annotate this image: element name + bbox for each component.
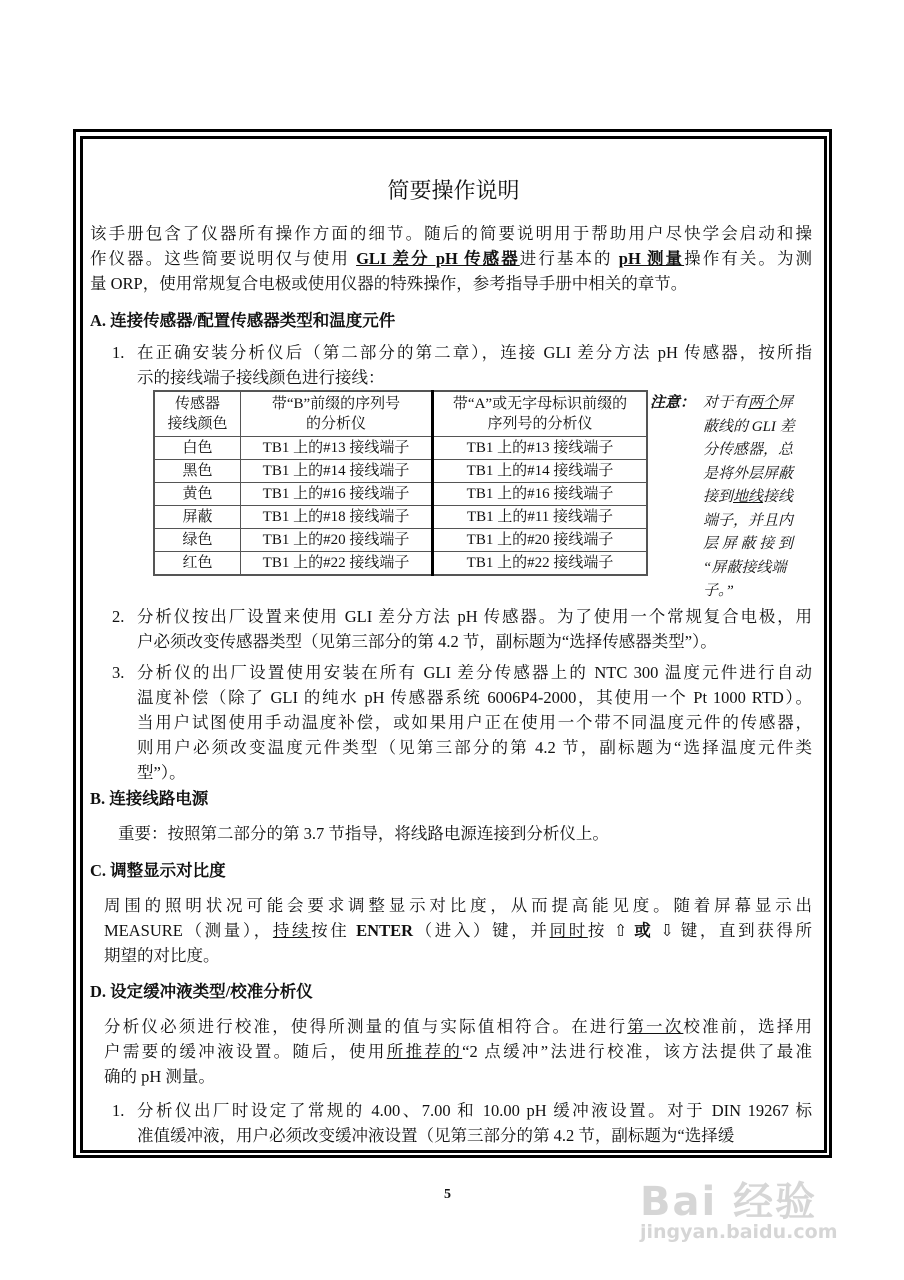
table-cell: TB1 上的#11 接线端子: [433, 506, 648, 529]
text-line: [137, 604, 812, 629]
text-line: [90, 221, 812, 246]
text-segment: 操作有关。为测: [684, 249, 813, 268]
text-segment: 该手册包含了仪器所有操作方面的细节。随后的简要说明用于帮助用户尽快学会启动和操: [90, 224, 812, 243]
text-line: [137, 1098, 812, 1123]
paragraph: [83, 221, 824, 296]
baidu-watermark: [640, 1170, 838, 1243]
text-line: [104, 893, 812, 918]
text-segment: 按 ⇧: [587, 921, 635, 940]
item-number: 3.: [112, 663, 125, 682]
numbered-item: [83, 604, 824, 654]
text-segment: 作仪器。这些简要说明仅与使用: [90, 249, 357, 268]
note-line: 层 屏 蔽 接 到: [703, 536, 794, 552]
text-segment: 则用户必须改变温度元件类型（见第三部分的第 4.2 节，副标题为“选择温度元件类: [137, 738, 812, 757]
watermark-url: jingyan.baidu.com: [640, 1221, 838, 1243]
table-cell: 黄色: [154, 483, 241, 506]
item-number: 1.: [112, 343, 125, 362]
text-line: [137, 660, 812, 685]
page-title: 简要操作说明: [387, 178, 520, 203]
text-segment: 温度补偿（除了 GLI 的纯水 pH 传感器系统 6006P4-2000，其使用一个 Pt 1000 RTD）。: [137, 688, 812, 707]
table-row: [154, 552, 647, 576]
section-heading: [83, 308, 824, 333]
text-line: [104, 1064, 812, 1089]
text-segment: 量 ORP，使用常规复合电极或使用仪器的特殊操作，参考指导手册中相关的章节。: [90, 274, 688, 293]
text-segment: （进入）键，并: [413, 921, 550, 940]
text-segment: 同时: [549, 921, 588, 940]
text-segment: 期望的对比度。: [104, 946, 220, 965]
text-segment: 所推荐的: [386, 1042, 463, 1061]
table-row: [154, 483, 647, 506]
note-line: 接到地线接线: [703, 489, 794, 505]
note-underline: 两个: [748, 395, 779, 411]
table-cell: TB1 上的#14 接线端子: [241, 460, 433, 483]
text-segment: 或: [634, 921, 654, 940]
text-segment: 第一次: [627, 1017, 684, 1036]
note-text: [703, 392, 800, 604]
text-segment: “2 点缓冲”法进行校准，该方法提供了最准: [462, 1042, 813, 1061]
text-segment: 型”）。: [137, 763, 186, 782]
page-content-box: [80, 136, 827, 1153]
text-segment: A. 连接传感器/配置传感器类型和温度元件: [90, 311, 396, 330]
text-line: [90, 246, 812, 271]
paragraph: [83, 821, 824, 846]
text-segment: 周围的照明状况可能会要求调整显示对比度，从而提高能见度。随着屏幕显示出: [104, 896, 812, 915]
table-cell: TB1 上的#16 接线端子: [241, 483, 433, 506]
text-segment: C. 调整显示对比度: [90, 861, 226, 880]
page-number: 5: [444, 1187, 451, 1202]
text-line: [90, 308, 824, 333]
item-number: 1.: [112, 1101, 125, 1120]
text-line: [104, 918, 812, 943]
note-line: 是将外层屏蔽: [703, 465, 794, 482]
table-cell: TB1 上的#14 接线端子: [433, 460, 648, 483]
text-segment: 校准前，选择用: [683, 1017, 813, 1036]
table-cell: TB1 上的#13 接线端子: [241, 437, 433, 460]
wiring-note: [650, 392, 800, 604]
table-cell: 红色: [154, 552, 241, 576]
text-segment: 分析仪的出厂设置使用安装在所有 GLI 差分传感器上的 NTC 300 温度元件进行自动: [137, 663, 812, 682]
wiring-table-section: [83, 390, 824, 599]
text-segment: 持续: [272, 921, 312, 940]
table-row: [154, 529, 647, 552]
table-cell: 黑色: [154, 460, 241, 483]
text-segment: 示的接线端子接线颜色进行接线：: [137, 368, 385, 387]
table-row: [154, 506, 647, 529]
table-header-cell: 带“B”前缀的序列号 的分析仪: [241, 391, 433, 437]
table-cell: TB1 上的#13 接线端子: [433, 437, 648, 460]
text-segment: MEASURE（测量），: [104, 921, 273, 940]
note-line: 分传感器，总: [703, 442, 794, 458]
watermark-brand: Bai 经验: [640, 1179, 818, 1225]
note-label: 注意：: [650, 395, 696, 411]
text-line: [137, 365, 812, 390]
table-cell: TB1 上的#22 接线端子: [433, 552, 648, 576]
text-line: [104, 1039, 812, 1064]
note-line: 端子，并且内: [703, 512, 794, 529]
text-segment: 确的 pH 测量。: [104, 1067, 215, 1086]
text-segment: 当用户试图使用手动温度补偿，或如果用户正在使用一个带不同温度元件的传感器，: [137, 713, 812, 732]
text-segment: 户需要的缓冲液设置。随后，使用: [104, 1042, 387, 1061]
text-segment: 按住: [311, 921, 357, 940]
text-segment: ⇩ 键，直到获得所: [653, 921, 813, 940]
note-underline: 地线: [733, 489, 764, 505]
section-heading: [83, 858, 824, 883]
text-line: [137, 735, 812, 760]
table-cell: 绿色: [154, 529, 241, 552]
text-segment: D. 设定缓冲液类型/校准分析仪: [90, 982, 313, 1001]
text-segment: 分析仪出厂时设定了常规的 4.00、7.00 和 10.00 pH 缓冲液设置。对于 DIN 19267 标: [137, 1101, 812, 1120]
table-header-row: [154, 391, 647, 437]
table-cell: TB1 上的#20 接线端子: [241, 529, 433, 552]
item-number: 2.: [112, 607, 125, 626]
numbered-item: [83, 660, 824, 785]
note-line: “屏蔽接线端: [703, 559, 787, 576]
text-segment: 在正确安装分析仪后（第二部分的第二章），连接 GLI 差分方法 pH 传感器，按所指: [137, 343, 812, 362]
paragraph: [83, 1014, 824, 1089]
text-line: [137, 1123, 812, 1148]
text-line: [90, 858, 824, 883]
table-cell: TB1 上的#22 接线端子: [241, 552, 433, 576]
text-line: [90, 979, 824, 1004]
wiring-color-table: [153, 390, 648, 576]
text-line: [137, 760, 812, 785]
note-line: 子。”: [703, 583, 734, 599]
table-row: [154, 460, 647, 483]
text-line: [137, 629, 812, 654]
section-heading: [83, 979, 824, 1004]
document-body: [83, 221, 824, 1148]
text-line: [118, 821, 824, 846]
text-segment: GLI 差分 pH 传感器: [356, 249, 520, 268]
table-cell: TB1 上的#20 接线端子: [433, 529, 648, 552]
table-cell: 屏蔽: [154, 506, 241, 529]
table-cell: TB1 上的#16 接线端子: [433, 483, 648, 506]
text-segment: 准值缓冲液，用户必须改变缓冲液设置（见第三部分的第 4.2 节，副标题为“选择缓: [137, 1126, 735, 1145]
text-segment: 重要：按照第二部分的第 3.7 节指导，将线路电源连接到分析仪上。: [118, 824, 609, 843]
text-line: [90, 271, 812, 296]
text-segment: 户必须改变传感器类型（见第三部分的第 4.2 节，副标题为“选择传感器类型”）。: [137, 632, 717, 651]
table-header-cell: 传感器 接线颜色: [154, 391, 241, 437]
text-segment: ENTER: [356, 921, 414, 940]
text-segment: B. 连接线路电源: [90, 789, 209, 808]
text-line: [137, 685, 812, 710]
text-segment: 分析仪必须进行校准，使得所测量的值与实际值相符合。在进行: [104, 1017, 628, 1036]
table-row: [154, 437, 647, 460]
section-heading: [83, 786, 824, 811]
note-line: 对于有两个屏: [703, 395, 794, 411]
text-line: [137, 340, 812, 365]
text-segment: 分析仪按出厂设置来使用 GLI 差分方法 pH 传感器。为了使用一个常规复合电极，用: [137, 607, 812, 626]
table-cell: 白色: [154, 437, 241, 460]
text-line: [137, 710, 812, 735]
text-segment: pH 测量: [618, 249, 685, 268]
text-line: [90, 786, 824, 811]
numbered-item: [83, 340, 824, 390]
text-line: [104, 943, 812, 968]
table-header-cell: 带“A”或无字母标识前缀的 序列号的分析仪: [433, 391, 648, 437]
text-line: [104, 1014, 812, 1039]
text-segment: 进行基本的: [519, 249, 619, 268]
paragraph: [83, 893, 824, 968]
numbered-item: [83, 1098, 824, 1148]
table-cell: TB1 上的#18 接线端子: [241, 506, 433, 529]
note-line: 蔽线的 GLI 差: [703, 418, 795, 435]
